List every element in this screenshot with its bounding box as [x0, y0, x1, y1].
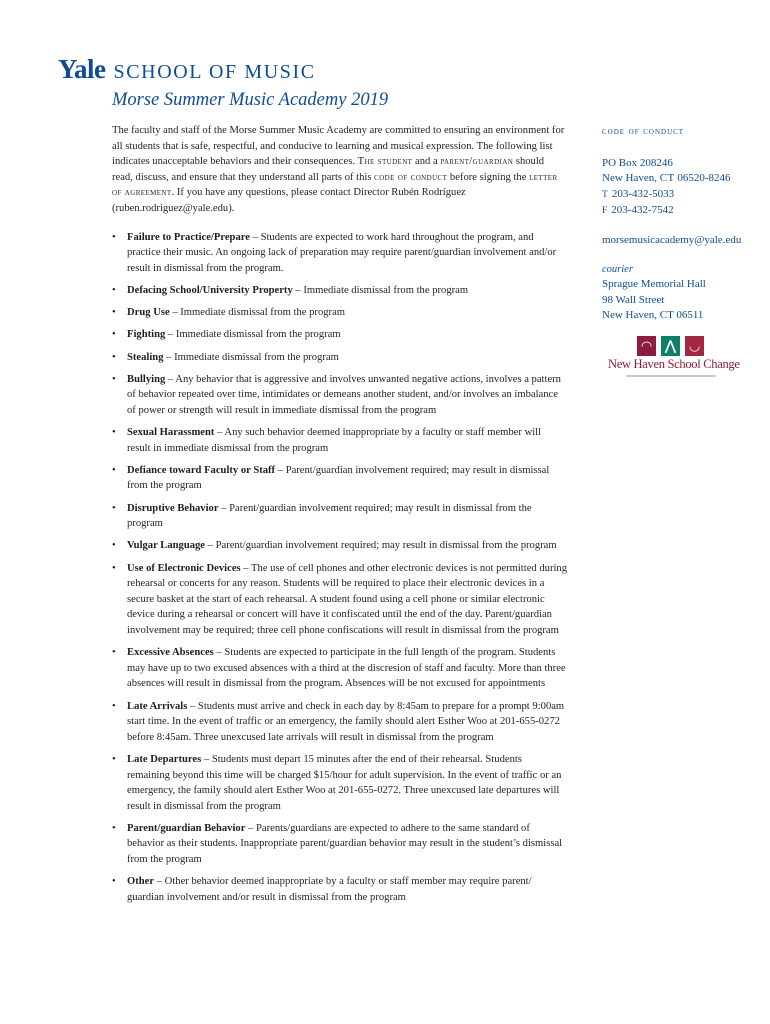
rule-term: Sexual Harassment — [127, 427, 215, 439]
bullet-icon: • — [112, 373, 116, 385]
rule-term: Vulgar Language — [127, 540, 206, 552]
bullet-icon: • — [112, 502, 116, 514]
rule-text: – Immediate dismissal from the program — [292, 284, 469, 296]
intro-paragraph — [112, 123, 567, 217]
rule-term: Fighting — [127, 329, 166, 341]
rule-item — [112, 305, 567, 321]
rule-item — [112, 372, 567, 419]
rule-term: Defacing School/University Property — [127, 284, 293, 296]
fax-number: 203-432-7542 — [611, 204, 674, 217]
rule-term: Parent/guardian Behavior — [127, 822, 246, 834]
contact-sidebar — [602, 124, 762, 324]
rule-term: Drug Use — [127, 307, 170, 319]
po-box: PO Box 208246 — [602, 156, 673, 169]
bullet-icon: • — [112, 562, 116, 574]
bullet-icon: • — [112, 876, 116, 888]
rule-item — [112, 874, 567, 905]
fax-label: F — [602, 206, 608, 217]
rule-term: Use of Electronic Devices — [127, 562, 241, 574]
rule-text: – Any such behavior deemed inappropriate by a faculty or staff member will result in immediate dismissal from the program — [127, 427, 542, 454]
rule-text: – Immediate dismissal from the program — [163, 351, 339, 363]
nhsc-curve-icon: ◡ — [684, 335, 705, 357]
rule-text: – Students must arrive and check in each day by 8:45am to prepare for a prompt 9:00am start time. In the event of traffic or an emergency, the family should alert Esther Woo at 201-655-0272 before 8:45am. Three unexcused late arrivals will result in dismissal from the program — [127, 700, 565, 743]
bullet-icon: • — [112, 540, 116, 552]
logo-yale-wordmark: Yale — [58, 54, 106, 84]
phone-number: 203-432-5033 — [611, 187, 675, 200]
rule-text: – Parent/guardian involvement required; may result in dismissal from the program — [127, 464, 550, 492]
bullet-icon: • — [112, 231, 116, 243]
rule-item — [112, 645, 567, 692]
bullet-icon: • — [112, 700, 116, 712]
phone-line — [602, 187, 762, 204]
rule-item — [112, 283, 567, 299]
nhsc-figures-icon: ⋀ — [660, 335, 681, 357]
mailing-city-name: New Haven, — [602, 172, 660, 185]
bullet-icon: • — [112, 822, 116, 834]
bullet-icon: • — [112, 647, 116, 659]
nhsc-tagline-bar — [626, 375, 716, 377]
rule-item — [112, 501, 567, 532]
rule-text: – Parents/guardians are expected to adhere to the same standard of behavior as their students. Inappropriate parent/guardian behavior may result in the student’s dismissal from the program — [127, 822, 563, 866]
rule-item — [112, 230, 567, 277]
fax-line — [602, 203, 762, 220]
rule-item — [112, 752, 567, 814]
courier-city: New Haven, CT 06511 — [602, 309, 704, 322]
bullet-icon: • — [112, 427, 116, 439]
nhsc-mark-icon: ◠ — [636, 335, 657, 357]
yale-school-of-music-logo — [58, 54, 316, 85]
intro-text-1: The faculty and staff of the Morse Summer Music Academy are committed to ensuring an environment for all students that is safe, respectful, and conducive to learning and musical expression. The following list indicates unacceptable behaviors and their consequences. — [112, 125, 565, 168]
rule-text: – Students must depart 15 minutes after the end of their rehearsal. Students remaining beyond this time will be charged $15/hour for adult supervision. In the event of traffic or an emergency, the family should alert Esther Woo at 201-655-0272. Three unexcused late departures will result in dismissal from the program — [127, 753, 562, 812]
rule-term: Bullying — [127, 373, 166, 385]
new-haven-school-change-logo — [608, 335, 740, 389]
mailing-zip: 06520-8246 — [674, 172, 731, 185]
bullet-icon: • — [112, 753, 116, 765]
bullet-icon: • — [112, 464, 116, 476]
contact-email[interactable]: morsemusicacademy@yale.edu — [602, 233, 742, 246]
intro-term-code: code of conduct — [374, 171, 448, 183]
logo-school-wordmark: SCHOOL OF MUSIC — [113, 61, 316, 83]
sidebar-heading: code of conduct — [602, 126, 685, 137]
bullet-icon: • — [112, 351, 116, 363]
intro-term-parent: parent/guardian — [440, 156, 514, 168]
intro-term-letter: letter of agreement — [112, 171, 558, 199]
rule-item — [112, 463, 567, 494]
rule-text: – Parent/guardian involvement required; may result in dismissal from the program — [205, 540, 557, 552]
rule-item — [112, 350, 567, 366]
rule-term: Late Departures — [127, 753, 202, 765]
rule-text: – Other behavior deemed inappropriate by a faculty or staff member may require parent/ guardian involvement and/or result in dismissal from the program — [127, 876, 532, 903]
nhsc-logo-marks — [636, 335, 705, 357]
courier-street: 98 Wall Street — [602, 293, 665, 306]
rule-text: – Immediate dismissal from the program — [169, 307, 346, 319]
nhsc-logo-name: New Haven School Change — [608, 357, 740, 371]
rule-item — [112, 699, 567, 746]
mailing-state: CT — [659, 172, 675, 185]
rule-item — [112, 327, 567, 343]
bullet-icon: • — [112, 329, 116, 341]
rule-text: – Any behavior that is aggressive and involves unwanted negative actions, involves a pattern of behavior repeated over time, intimidates or demeans another student, and/or involves an imbalance of power or strength will result in immediate dismissal from the program — [127, 373, 561, 416]
rule-text: – Students are expected to work hard throughout the program, and practice their music. An ongoing lack of preparation may require parent/guardian involvement and/or result in dismissal from the program. — [127, 231, 557, 274]
phone-label: T — [602, 189, 608, 200]
intro-text-4: before signing the — [447, 171, 530, 183]
rule-text: – Students are expected to participate in the full length of the program. Students may have up to two excused absences with a third at the discresion of staff and faculty. More than three absences will result in dismissal from the program. Absences will be not excused for appointments — [127, 647, 566, 690]
intro-text-3: should read, discuss, and ensure that they understand all parts of this — [112, 156, 545, 183]
rule-item — [112, 561, 567, 639]
rule-term: Excessive Absences — [127, 647, 214, 659]
rule-item — [112, 538, 567, 554]
bullet-icon: • — [112, 284, 116, 296]
rules-list — [112, 230, 567, 906]
courier-label: courier — [602, 263, 633, 275]
rule-text: – The use of cell phones and other electronic devices is not permitted during rehearsal or concerts for any reason. Students will be required to place their electronic devices in a secure basket at the start of each rehearsal. A student found using a cell phone or similar electronic device during a rehearsal or concert will have it confiscated until the end of the day. Parent/guardian involvement may be required; three cell phone confiscations will result in dismissal from the program — [127, 562, 568, 636]
intro-term-student: The student — [357, 156, 413, 168]
courier-building: Sprague Memorial Hall — [602, 278, 706, 291]
main-column — [112, 123, 567, 912]
mailing-city — [602, 171, 762, 187]
rule-item — [112, 821, 567, 868]
rule-term: Defiance toward Faculty or Staff — [127, 464, 276, 476]
rule-term: Disruptive Behavior — [127, 502, 219, 514]
rule-text: – Immediate dismissal from the program — [165, 329, 341, 341]
intro-text-2: and a — [412, 156, 441, 168]
intro-text-5: . If you have any questions, please contact Director Rubén Rodríguez (ruben.rodriguez@yale.edu). — [112, 187, 466, 214]
rule-text: – Parent/guardian involvement required; may result in dismissal from the program — [127, 502, 532, 530]
rule-term: Stealing — [127, 351, 164, 363]
page-title: Morse Summer Music Academy 2019 — [112, 90, 389, 110]
rule-term: Failure to Practice/Prepare — [127, 231, 250, 243]
bullet-icon: • — [112, 307, 116, 319]
rule-item — [112, 425, 567, 456]
rule-term: Late Arrivals — [127, 700, 188, 712]
rule-term: Other — [127, 876, 155, 888]
